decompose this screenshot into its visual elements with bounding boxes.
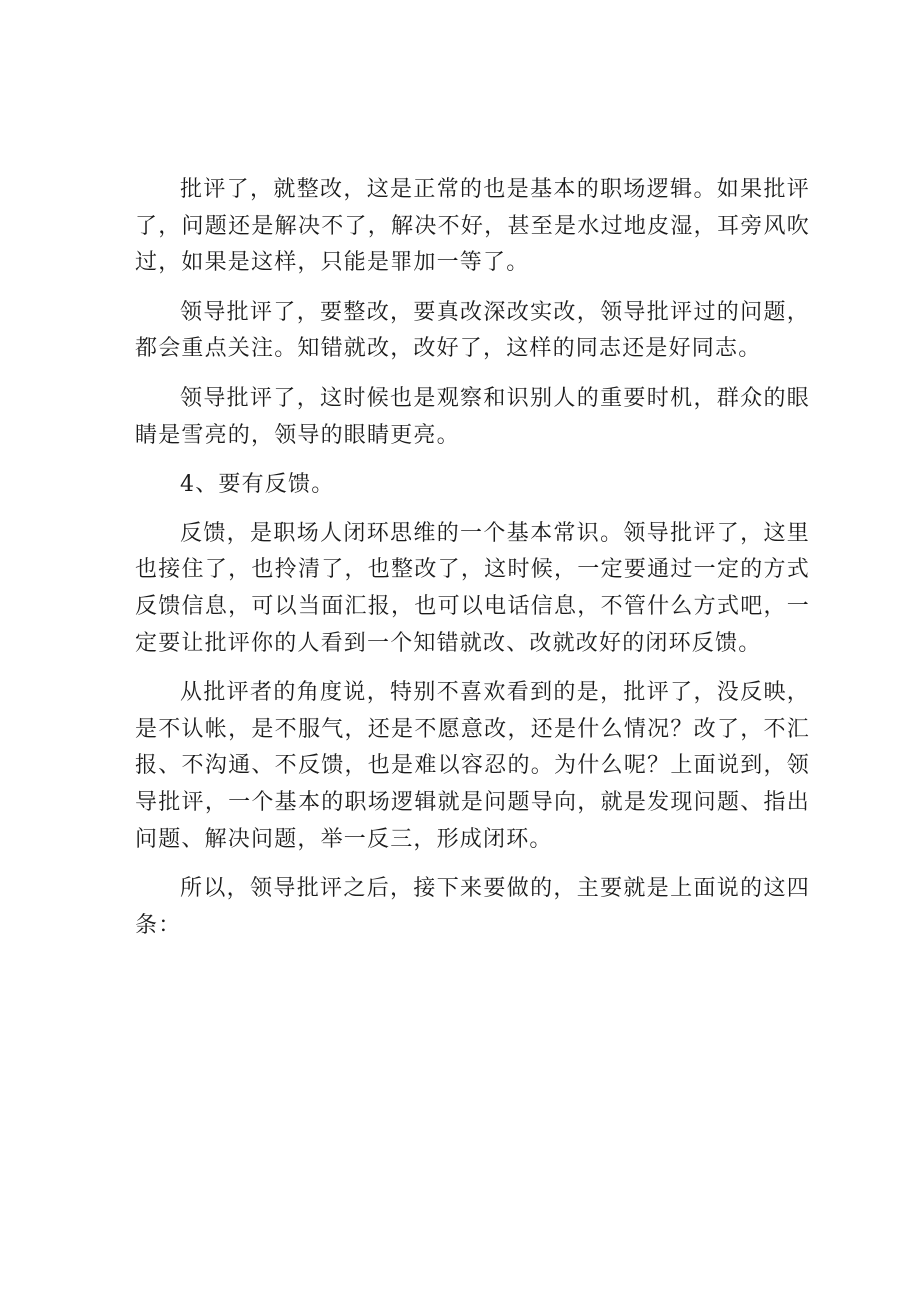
paragraph-critic-perspective: 从批评者的角度说，特别不喜欢看到的是，批评了，没反映，是不认帐，是不服气，还是不愿意改，还是什么情况？改了，不汇报、不沟通、不反馈，也是难以容忍的。为什么呢？上面说到，领导批评，一个基本的职场逻辑就是问题导向，就是发现问题、指出问题、解决问题，举一反三，形成闭环。 [135,680,810,852]
paragraph-observation: 领导批评了，这时候也是观察和识别人的重要时机，群众的眼睛是雪亮的，领导的眼睛更亮。 [135,385,810,448]
paragraph-rectification: 批评了，就整改，这是正常的也是基本的职场逻辑。如果批评了，问题还是解决不了，解决不好，甚至是水过地皮湿，耳旁风吹过，如果是这样，只能是罪加一等了。 [135,177,810,276]
paragraph-real-change: 领导批评了，要整改，要真改深改实改，领导批评过的问题，都会重点关注。知错就改，改好了，这样的同志还是好同志。 [135,299,810,362]
paragraph-conclusion: 所以，领导批评之后，接下来要做的，主要就是上面说的这四条： [135,876,810,938]
paragraph-feedback: 反馈，是职场人闭环思维的一个基本常识。领导批评了，这里也接住了，也拎清了，也整改了，这时候，一定要通过一定的方式反馈信息，可以当面汇报，也可以电话信息，不管什么方式吧，一定要让批评你的人看到一个知错就改、改就改好的闭环反馈。 [135,520,810,656]
section-heading-feedback: 4、要有反馈。 [180,472,335,498]
document-body [135,172,810,957]
